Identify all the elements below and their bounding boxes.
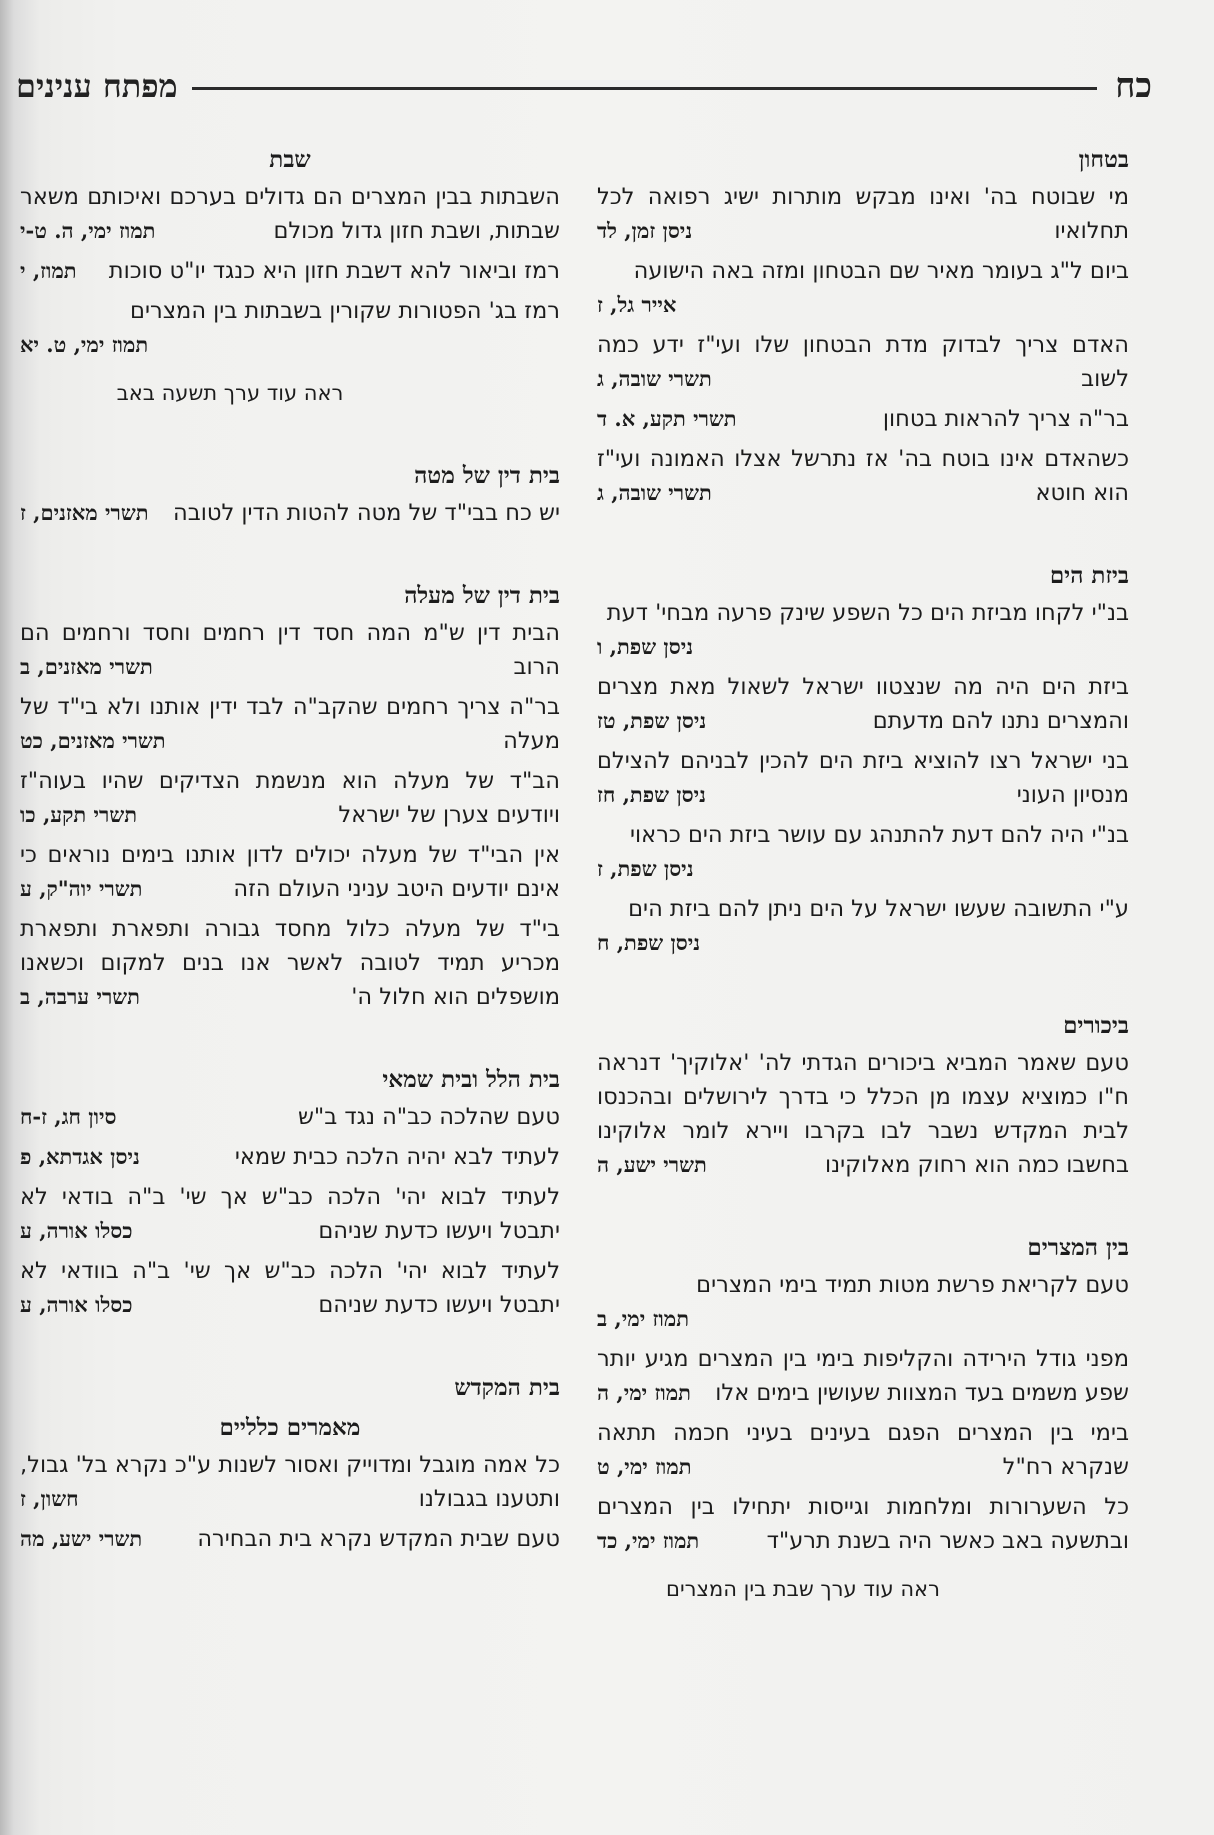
index-item [20, 496, 560, 530]
running-header [16, 56, 1152, 116]
item-text: כשהאדם אינו בוטח בה' אז נתרשל אצלו האמונה ועי"ז הוא חוטא [597, 446, 1129, 506]
item-text: בימי בין המצרים הפגם בעינים בעיני חכמה תתאה שנקרא רח"ל [597, 1420, 1129, 1480]
item-reference: תשרי ערבה, ב [20, 984, 140, 1009]
item-reference: חשון, ז [20, 1486, 79, 1511]
index-entry-bein-hametzarim [597, 1228, 1129, 1606]
index-entry-bikurim [597, 1006, 1129, 1182]
item-reference: ניסן שפת, ו [597, 634, 694, 659]
index-item [597, 892, 1129, 960]
index-item [597, 442, 1129, 510]
index-item [20, 180, 560, 248]
item-text: לעתיד לבא יהיה הלכה כבית שמאי [234, 1144, 560, 1170]
index-item [597, 1046, 1129, 1182]
index-entry-beis-hamikdash [20, 1368, 560, 1556]
item-reference: תשרי יוה"ק, ע [20, 876, 143, 901]
index-item [597, 670, 1129, 738]
entry-heading: בית המקדש [454, 1374, 560, 1401]
header-rule [192, 87, 1098, 90]
entry-heading: בטחון [1078, 146, 1129, 173]
index-item [597, 180, 1129, 248]
entry-heading: בית הלל ובית שמאי [382, 1066, 560, 1093]
item-text: ע"י התשובה שעשו ישראל על הים ניתן להם ביזת הים [628, 896, 1129, 922]
index-item [20, 1180, 560, 1248]
see-also-reference: ראה עוד ערך שבת בין המצרים [666, 1577, 940, 1601]
book-title: מפתח ענינים [16, 67, 178, 105]
left-column [20, 140, 560, 1602]
index-item [597, 402, 1129, 436]
index-item [20, 1100, 560, 1134]
index-entry-shabbos [20, 140, 560, 410]
index-item [597, 328, 1129, 396]
item-text: בר"ה צריך רחמים שהקב"ה לבד ידין אותנו ולא בי"ד של מעלה [20, 694, 560, 754]
right-column [597, 140, 1129, 1652]
item-reference: תשרי ישע, מה [20, 1526, 143, 1551]
item-text: טעם שהלכה כב"ה נגד ב"ש [297, 1104, 560, 1130]
item-text: בר"ה צריך להראות בטחון [882, 406, 1129, 432]
item-text: לעתיד לבוא יהי' הלכה כב"ש אך שי' ב"ה בודאי לא יתבטל ויעשו כדעת שניהם [20, 1184, 560, 1244]
item-text: רמז וביאור להא דשבת חזון היא כנגד יו"ט סוכות [108, 258, 560, 284]
item-text: ביזת הים היה מה שנצטוו ישראל לשאול מאת מצרים והמצרים נתנו להם מדעתם [597, 674, 1129, 734]
index-item [597, 744, 1129, 812]
index-entry-bizas-hayam [597, 556, 1129, 960]
item-text: מי שבוטח בה' ואינו מבקש מותרות ישיג רפואה לכל תחלואיו [597, 184, 1129, 244]
item-reference: ניסן שפת, ז [597, 856, 694, 881]
item-text: טעם שבית המקדש נקרא בית הבחירה [197, 1526, 560, 1552]
item-reference: תמוז ימי, ב [597, 1306, 689, 1331]
item-text: אין הבי"ד של מעלה יכולים לדון אותנו בימים נוראים כי אינם יודעים היטב עניני העולם הזה [20, 842, 560, 902]
item-reference: תשרי שובה, ג [597, 366, 712, 391]
item-reference: אייר גל, ז [597, 292, 677, 317]
index-item [20, 1254, 560, 1322]
item-reference: כסלו אורה, ע [20, 1218, 133, 1243]
index-item [20, 1140, 560, 1174]
index-item [20, 616, 560, 684]
item-reference: תשרי מאזנים, ב [20, 654, 153, 679]
item-text: טעם שאמר המביא ביכורים הגדתי לה' 'אלוקיך' דנראה ח"ו כמוציא עצמו מן הכלל כי בדרך לירושלים ובהכנסו לבית המקדש נשבר לבו בקרבו ויירא לומר אלוקינו בחשבו כמה הוא רחוק מאלוקינו [597, 1050, 1129, 1178]
index-item [20, 1522, 560, 1556]
item-text: הב"ד של מעלה הוא מנשמת הצדיקים שהיו בעוה"ז ויודעים צערן של ישראל [20, 768, 560, 828]
index-entry-bitachon [597, 140, 1129, 510]
item-text: הבית דין ש"מ המה חסד דין רחמים וחסד ורחמים הם הרוב [20, 620, 560, 680]
page-number: כח [1115, 66, 1152, 106]
entry-heading: בית דין של מטה [414, 462, 560, 489]
item-text: כל אמה מוגבל ומדוייק ואסור לשנות ע"כ נקרא בל' גבול, ותטענו בגבולנו [20, 1452, 560, 1512]
item-reference: ניסן אגדתא, פ [20, 1144, 140, 1169]
index-item [597, 1342, 1129, 1410]
item-text: מפני גודל הירידה והקליפות בימי בין המצרים מגיע יותר שפע משמים בעד המצוות שעושין בימים אלו [597, 1346, 1129, 1406]
item-reference: תמוז ימי, כד [597, 1528, 700, 1553]
item-reference: תמוז ימי, ט. יא [20, 332, 149, 357]
item-reference: תשרי מאזנים, כט [20, 728, 166, 753]
entry-heading: ביכורים [1063, 1012, 1129, 1039]
sub-heading: מאמרים כלליים [219, 1414, 361, 1441]
item-reference: סיון חג, ז-ח [20, 1104, 117, 1129]
index-item [20, 912, 560, 1014]
index-item [597, 254, 1129, 322]
item-text: האדם צריך לבדוק מדת הבטחון שלו ועי"ז ידע כמה לשוב [597, 332, 1129, 392]
item-text: טעם לקריאת פרשת מטות תמיד בימי המצרים [696, 1272, 1129, 1298]
item-text: יש כח בבי"ד של מטה להטות הדין לטובה [173, 500, 560, 526]
index-entry-beis-din-shel-maala [20, 576, 560, 1014]
item-text: לעתיד לבוא יהי' הלכה כב"ש אך שי' ב"ה בוודאי לא יתבטל ויעשו כדעת שניהם [20, 1258, 560, 1318]
item-reference: תשרי תקע, כו [20, 802, 137, 827]
item-reference: תמוז, י [20, 258, 77, 283]
index-entry-beis-hillel-beis-shammai [20, 1060, 560, 1322]
item-reference: תשרי מאזנים, ז [20, 500, 149, 525]
item-text: רמז בג' הפטורות שקורין בשבתות בין המצרים [130, 298, 560, 324]
item-text: ביום ל"ג בעומר מאיר שם הבטחון ומזה באה הישועה [633, 258, 1129, 284]
item-reference: ניסן שפת, חז [597, 782, 706, 807]
entry-heading: ביזת הים [1049, 562, 1129, 589]
index-item [20, 254, 560, 288]
item-reference: תמוז ימי, ה. ט-י [20, 218, 156, 243]
see-also-reference: ראה עוד ערך תשעה באב [116, 381, 344, 405]
index-item [20, 294, 560, 362]
index-item [597, 596, 1129, 664]
item-text: בנ"י היה להם דעת להתנהג עם עושר ביזת הים כראוי [630, 822, 1129, 848]
index-item [597, 1490, 1129, 1558]
index-item [597, 1416, 1129, 1484]
item-reference: תשרי תקע, א. ד [597, 406, 737, 431]
entry-heading: שבת [269, 146, 311, 173]
item-reference: ניסן זמן, לד [597, 218, 693, 243]
item-text: בנ"י לקחו מביזת הים כל השפע שינק פרעה מבחי' דעת [606, 600, 1129, 626]
index-item [20, 1448, 560, 1516]
index-entry-beis-din-shel-mata [20, 456, 560, 530]
index-item [20, 838, 560, 906]
index-item [20, 690, 560, 758]
item-reference: כסלו אורה, ע [20, 1292, 133, 1317]
item-reference: תמוז ימי, ט [597, 1454, 692, 1479]
index-item [597, 818, 1129, 886]
item-text: השבתות בבין המצרים הם גדולים בערכם ואיכותם משאר שבתות, ושבת חזון גדול מכולם [20, 184, 560, 244]
item-reference: ניסן שפת, ח [597, 930, 701, 955]
item-reference: תשרי ישע, ה [597, 1152, 707, 1177]
entry-heading: בין המצרים [1027, 1234, 1129, 1261]
item-reference: תמוז ימי, ה [597, 1380, 691, 1405]
item-text: בי"ד של מעלה כלול מחסד גבורה ותפארת ותפארת מכריע תמיד לטובה לאשר אנו בנים למקום וכשאנו מושפלים הוא חלול ה' [20, 916, 560, 1010]
item-text: בני ישראל רצו להוציא ביזת הים להכין לבניהם להצילם מנסיון העוני [597, 748, 1129, 808]
item-reference: תשרי שובה, ג [597, 480, 712, 505]
index-item [20, 764, 560, 832]
item-reference: ניסן שפת, טז [597, 708, 707, 733]
item-text: כל השערורות ומלחמות וגייסות יתחילו בין המצרים ובתשעה באב כאשר היה בשנת תרע"ד [597, 1494, 1129, 1554]
entry-heading: בית דין של מעלה [404, 582, 560, 609]
index-item [597, 1268, 1129, 1336]
